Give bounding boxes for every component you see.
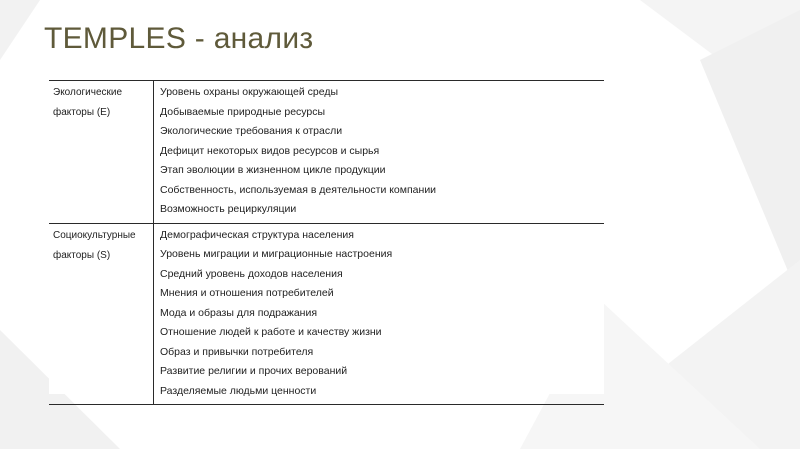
list-item: Отношение людей к работе и качеству жизни: [160, 326, 382, 338]
list-item: Этап эволюции в жизненном цикле продукции: [160, 164, 386, 176]
slide-title: TEMPLES - анализ: [44, 22, 314, 55]
list-item: Возможность рециркуляции: [160, 203, 297, 215]
list-item: Демографическая структура населения: [160, 228, 354, 241]
category-label-line: Социокультурные: [53, 229, 136, 241]
list-item: Развитие религии и прочих верований: [160, 365, 348, 377]
list-item: Уровень миграции и миграционные настроения: [160, 248, 393, 260]
list-item: Мнения и отношения потребителей: [160, 287, 334, 299]
list-item: Собственность, используемая в деятельности компании: [160, 183, 437, 196]
list-item: Дефицит некоторых видов ресурсов и сырья: [160, 144, 380, 157]
factors-list: [154, 223, 605, 405]
factors-table-grid: [49, 80, 604, 405]
list-item: Разделяемые людьми ценности: [160, 384, 317, 397]
category-cell: [49, 81, 154, 224]
category-label-line: факторы (E): [53, 107, 111, 118]
list-item: Добываемые природные ресурсы: [160, 105, 326, 118]
table-row-environmental: [49, 81, 604, 224]
list-item: Мода и образы для подражания: [160, 306, 318, 319]
table-row-sociocultural: [49, 223, 604, 405]
list-item: Экологические требования к отрасли: [160, 125, 343, 137]
list-item: Уровень охраны окружающей среды: [160, 86, 339, 98]
list-item: Средний уровень доходов населения: [160, 267, 343, 280]
category-cell: [49, 223, 154, 405]
factors-table: [49, 80, 604, 397]
category-label-line: Экологические: [53, 87, 123, 98]
list-item: Образ и привычки потребителя: [160, 345, 314, 358]
factors-list: [154, 81, 605, 224]
category-label-line: факторы (S): [53, 249, 111, 261]
